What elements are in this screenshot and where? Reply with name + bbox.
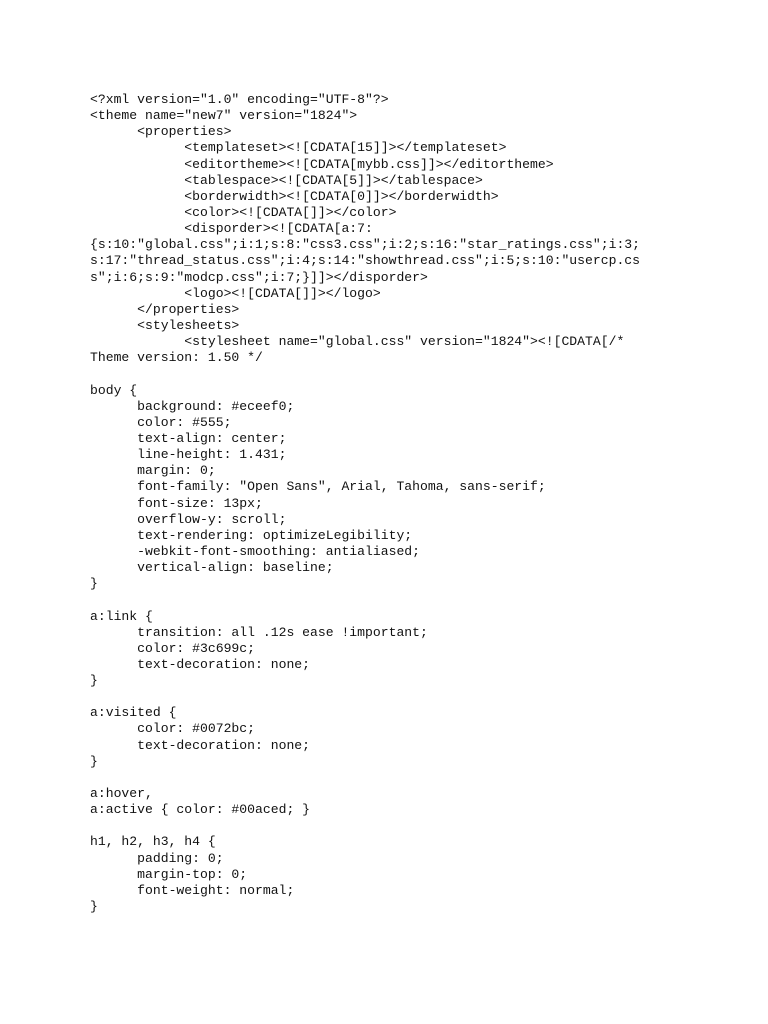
code-line: font-weight: normal; [90, 882, 295, 898]
code-line: margin-top: 0; [90, 866, 248, 882]
code-line: vertical-align: baseline; [90, 560, 334, 576]
code-line: padding: 0; [90, 850, 224, 866]
code-line: Theme version: 1.50 */ [90, 350, 263, 366]
code-line [90, 770, 690, 786]
code-line: </properties> [90, 301, 240, 317]
code-line: -webkit-font-smoothing: antialiased; [90, 543, 421, 559]
code-line: line-height: 1.431; [90, 447, 287, 463]
code-line: <properties> [90, 124, 232, 140]
code-line: font-size: 13px; [90, 495, 263, 511]
code-line: <tablespace><![CDATA[5]]></tablespace> [90, 172, 483, 188]
code-line: <disporder><![CDATA[a:7: [90, 221, 373, 237]
code-line: } [90, 673, 98, 689]
code-line: color: #0072bc; [90, 721, 256, 737]
code-line [90, 592, 690, 608]
code-line: <theme name="new7" version="1824"> [90, 108, 358, 124]
code-line: text-decoration: none; [90, 656, 311, 672]
code-line: } [90, 753, 98, 769]
code-line: color: #555; [90, 414, 232, 430]
code-line: <stylesheet name="global.css" version="1824"><![CDATA[/* [90, 334, 625, 350]
code-line: {s:10:"global.css";i:1;s:8:"css3.css";i:2;s:16:"star_ratings.css";i:3; [90, 237, 641, 253]
code-line: <logo><![CDATA[]]></logo> [90, 285, 381, 301]
code-line: a:link { [90, 608, 153, 624]
code-line: a:hover, [90, 786, 153, 802]
code-line: text-decoration: none; [90, 737, 311, 753]
code-line: } [90, 899, 98, 915]
code-line: s";i:6;s:9:"modcp.css";i:7;}]]></disporder> [90, 269, 428, 285]
code-line: font-family: "Open Sans", Arial, Tahoma, sans-serif; [90, 479, 546, 495]
code-line [90, 689, 690, 705]
code-line: <?xml version="1.0" encoding="UTF-8"?> [90, 92, 389, 107]
code-line: } [90, 576, 98, 592]
code-line: <color><![CDATA[]]></color> [90, 204, 397, 220]
code-line: transition: all .12s ease !important; [90, 624, 428, 640]
code-line: color: #3c699c; [90, 640, 256, 656]
code-line: <stylesheets> [90, 317, 240, 333]
code-line: <templateset><![CDATA[15]]></templateset> [90, 140, 507, 156]
code-line: text-rendering: optimizeLegibility; [90, 527, 413, 543]
code-listing [90, 92, 690, 915]
code-line: a:active { color: #00aced; } [90, 802, 311, 818]
code-line: overflow-y: scroll; [90, 511, 287, 527]
code-line: <editortheme><![CDATA[mybb.css]]></editortheme> [90, 156, 554, 172]
code-line: a:visited { [90, 705, 177, 721]
code-line [90, 818, 690, 834]
code-line: margin: 0; [90, 463, 216, 479]
code-line [90, 366, 690, 382]
code-line: body { [90, 382, 138, 398]
code-line: background: #eceef0; [90, 398, 295, 414]
code-line: <borderwidth><![CDATA[0]]></borderwidth> [90, 188, 499, 204]
code-line: s:17:"thread_status.css";i:4;s:14:"showthread.css";i:5;s:10:"usercp.cs [90, 253, 641, 269]
code-line: h1, h2, h3, h4 { [90, 834, 216, 850]
code-line: text-align: center; [90, 430, 287, 446]
